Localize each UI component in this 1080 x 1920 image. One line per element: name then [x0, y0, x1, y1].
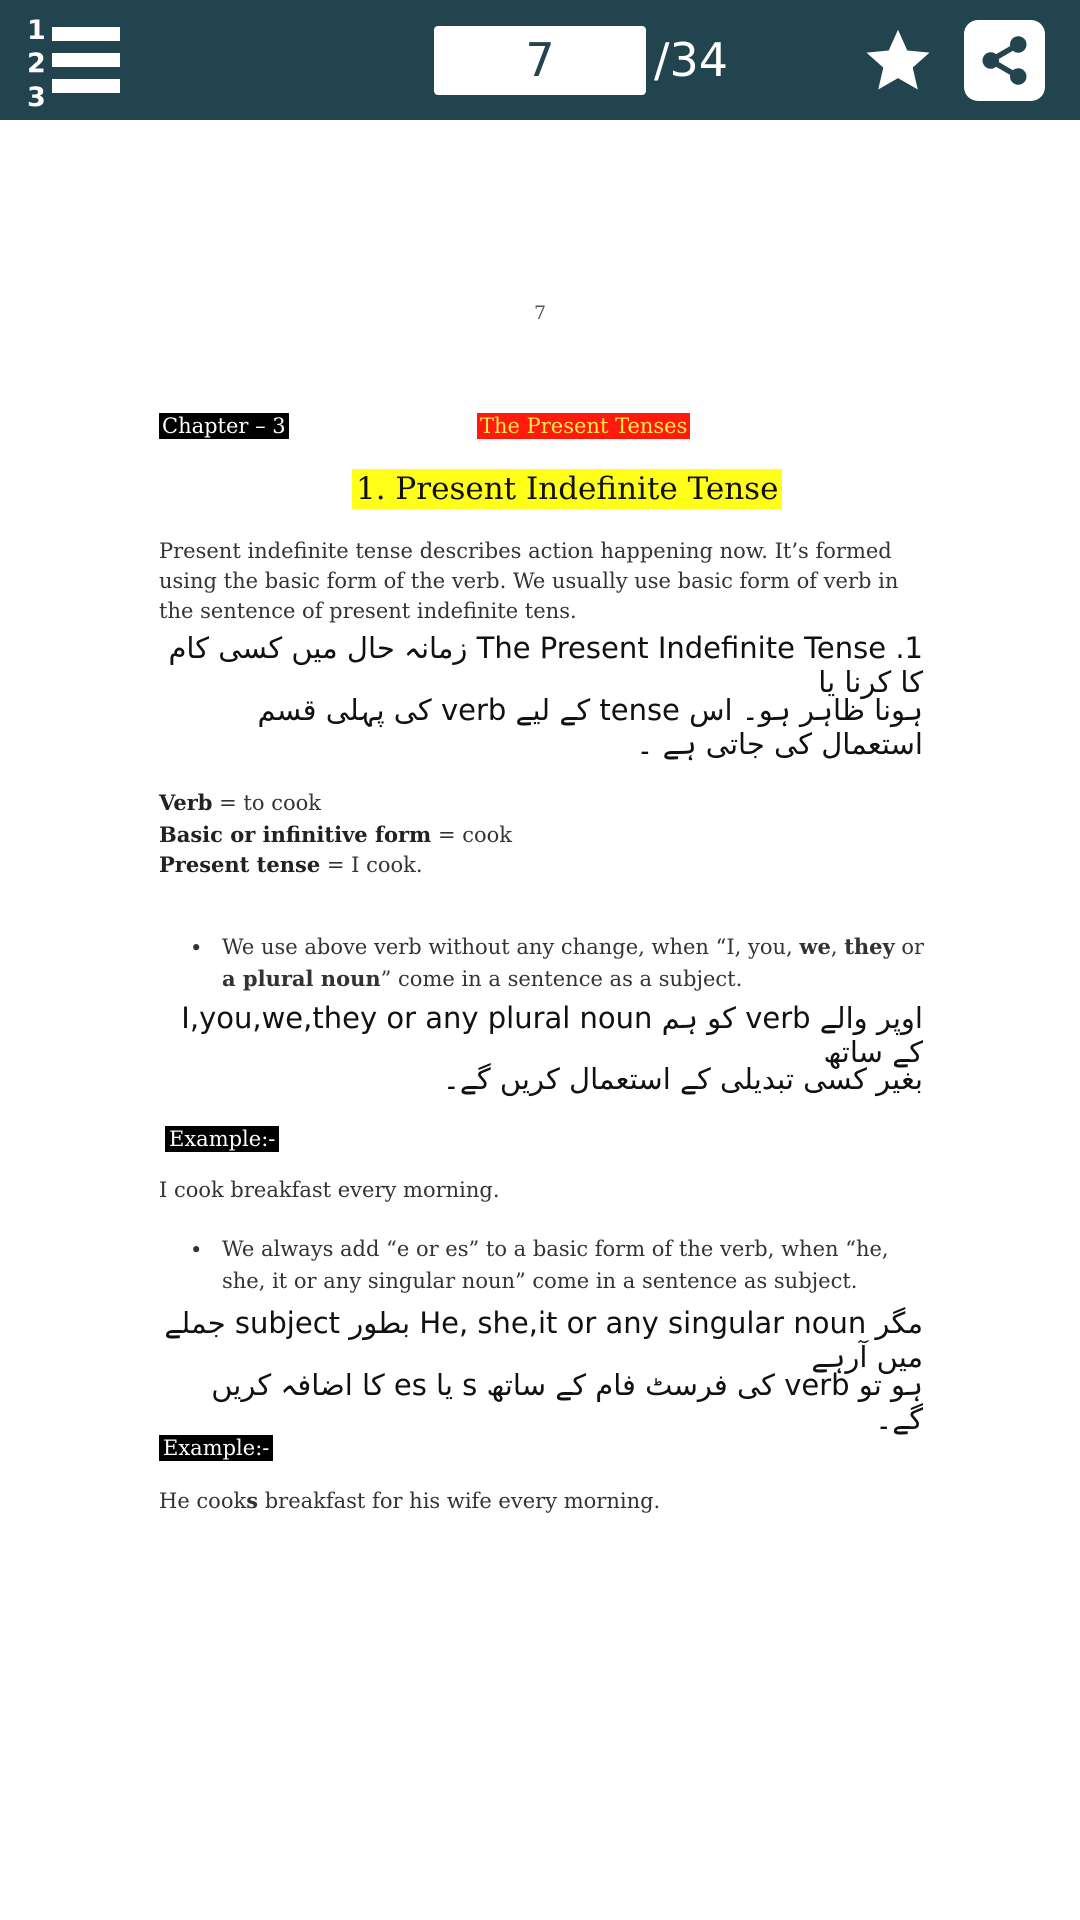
- definition-present-tense: [159, 852, 423, 877]
- example-2-bold-suffix: s: [246, 1488, 259, 1513]
- numbered-list-icon: [24, 10, 124, 110]
- definition-value: = cook: [431, 823, 512, 847]
- total-pages-label: /34: [654, 33, 729, 87]
- urdu-intro-line-2: ہونا ظاہر ہو۔ اس tense کے لیے verb کی پہلی قسم استعمال کی جاتی ہے ۔: [257, 693, 923, 761]
- definition-value: = I cook.: [320, 853, 423, 877]
- rule-1-part: ” come in a sentence as a subject.: [380, 967, 743, 991]
- top-toolbar: [0, 0, 1080, 120]
- rule-1-part: or: [894, 935, 925, 959]
- star-icon: [862, 25, 934, 97]
- share-icon: [977, 33, 1032, 88]
- rule-1-bold-they: they: [844, 934, 895, 959]
- urdu-rule-2-line-1: مگر He, she,it or any singular noun بطور subject جملے میں آرہے: [164, 1306, 923, 1374]
- example-label-2: Example:-: [159, 1435, 273, 1461]
- rule-1-bold-plural-noun: a plural noun: [222, 966, 381, 991]
- rule-1-sep: ,: [830, 935, 845, 959]
- section-title: 1. Present Indefinite Tense: [352, 469, 782, 509]
- rule-2-text: We always add “e or es” to a basic form of the verb, when “he, she, it or any singular noun” come in a sentence as subject.: [222, 1237, 889, 1293]
- bullet-2: •: [190, 1238, 203, 1262]
- intro-paragraph: Present indefinite tense describes action happening now. It’s formed using the basic form of the verb. We usually use basic form of verb in the sentence of present indefinite tens.: [159, 539, 899, 623]
- urdu-rule-1-line-1: اوپر والے verb کو ہم I,you,we,they or any plural noun کے ساتھ: [181, 1001, 923, 1069]
- list-digit-2: 2: [27, 48, 46, 79]
- definition-basic-form: [159, 822, 512, 847]
- definition-term: Present tense: [159, 852, 321, 877]
- page-number-input[interactable]: 7: [434, 26, 646, 95]
- definition-term: Verb: [159, 790, 213, 815]
- definition-verb: [159, 790, 321, 815]
- chapter-label: Chapter – 3: [159, 413, 289, 439]
- share-button[interactable]: [964, 20, 1045, 101]
- example-label-1: Example:-: [165, 1126, 279, 1152]
- example-2-part: breakfast for his wife every morning.: [258, 1489, 661, 1513]
- urdu-rule-1-line-2: بغیر کسی تبدیلی کے استعمال کریں گے۔: [442, 1062, 923, 1096]
- document-page[interactable]: [0, 120, 1080, 1920]
- definition-term: Basic or infinitive form: [159, 822, 432, 847]
- rule-1-part: We use above verb without any change, when “I, you,: [222, 935, 800, 959]
- example-sentence-1: I cook breakfast every morning.: [159, 1178, 500, 1202]
- chapter-title: The Present Tenses: [477, 413, 690, 439]
- example-2-part: He cook: [159, 1489, 247, 1513]
- rule-1-text: [222, 931, 927, 995]
- list-digit-3: 3: [27, 82, 46, 110]
- urdu-rule-2-line-2: ہو تو verb کی فرسٹ فام کے ساتھ s یا es کا اضافہ کریں گے۔: [211, 1368, 923, 1436]
- bookmark-button[interactable]: [862, 25, 934, 97]
- rule-1-bold-we: we: [799, 934, 831, 959]
- list-digit-1: 1: [27, 15, 46, 46]
- example-sentence-2: [159, 1488, 660, 1513]
- definition-value: = to cook: [212, 791, 321, 815]
- table-of-contents-button[interactable]: [24, 10, 124, 110]
- urdu-intro-line-1: 1. The Present Indefinite Tense زمانہ حال میں کسی کام کا کرنا یا: [168, 631, 923, 699]
- bullet-1: •: [190, 936, 203, 960]
- page-number-label: 7: [533, 302, 547, 324]
